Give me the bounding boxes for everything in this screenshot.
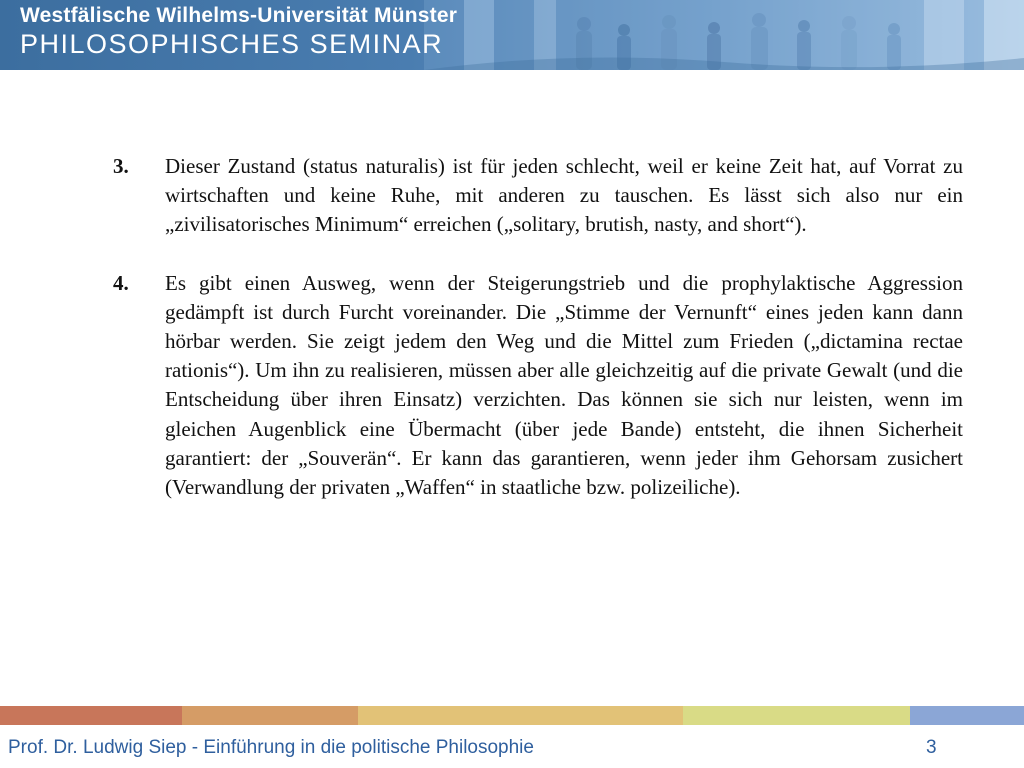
slide-content bbox=[113, 152, 963, 531]
color-segment bbox=[683, 706, 910, 725]
header-fresco-image bbox=[424, 0, 1024, 70]
color-segment bbox=[0, 706, 182, 725]
color-segment bbox=[358, 706, 683, 725]
list-item bbox=[113, 152, 963, 240]
header-banner bbox=[0, 0, 1024, 70]
list-item bbox=[113, 269, 963, 503]
color-segment bbox=[910, 706, 1024, 725]
item-text: Es gibt einen Ausweg, wenn der Steigerungstrieb und die prophylaktische Aggression gedämpft ist durch Furcht voreinander. Die „Stimme der Vernunft“ eines jeden kann dann hörbar werden. Sie zeigt jedem den Weg und die Mittel zum Frieden („dictamina rectae rationis“). Um ihn zu realisieren, müssen aber alle gleichzeitig auf die private Gewalt (und die Entscheidung über ihren Einsatz) verzichten. Das können sie sich nur leisten, wenn im gleichen Augenblick eine Übermacht (über jede Bande) entsteht, die ihnen Sicherheit garantiert: der „Souverän“. Er kann das garantieren, wenn jeder ihm Gehorsam zusichert (Verwandlung der privaten „Waffen“ in staatliche bzw. polizeiliche). bbox=[165, 270, 963, 500]
item-number: 4. bbox=[113, 270, 129, 295]
footer bbox=[0, 725, 1024, 768]
page-number: 3 bbox=[926, 737, 937, 758]
item-number: 3. bbox=[113, 154, 129, 178]
footer-color-bar bbox=[0, 706, 1024, 725]
color-segment bbox=[182, 706, 358, 725]
seminar-name: PHILOSOPHISCHES SEMINAR bbox=[20, 29, 444, 59]
item-text: Dieser Zustand (status naturalis) ist für jeden schlecht, weil er keine Zeit hat, auf Vorrat zu wirtschaften und keine Ruhe, mit anderen zu tauschen. Es lässt sich also nur ein „zivilisatorisches Minimum“ erreichen („solitary, brutish, nasty, and short“). bbox=[165, 154, 963, 237]
university-name: Westfälische Wilhelms-Universität Münster bbox=[20, 4, 458, 27]
footer-text: Prof. Dr. Ludwig Siep - Einführung in die politische Philosophie bbox=[8, 737, 534, 758]
